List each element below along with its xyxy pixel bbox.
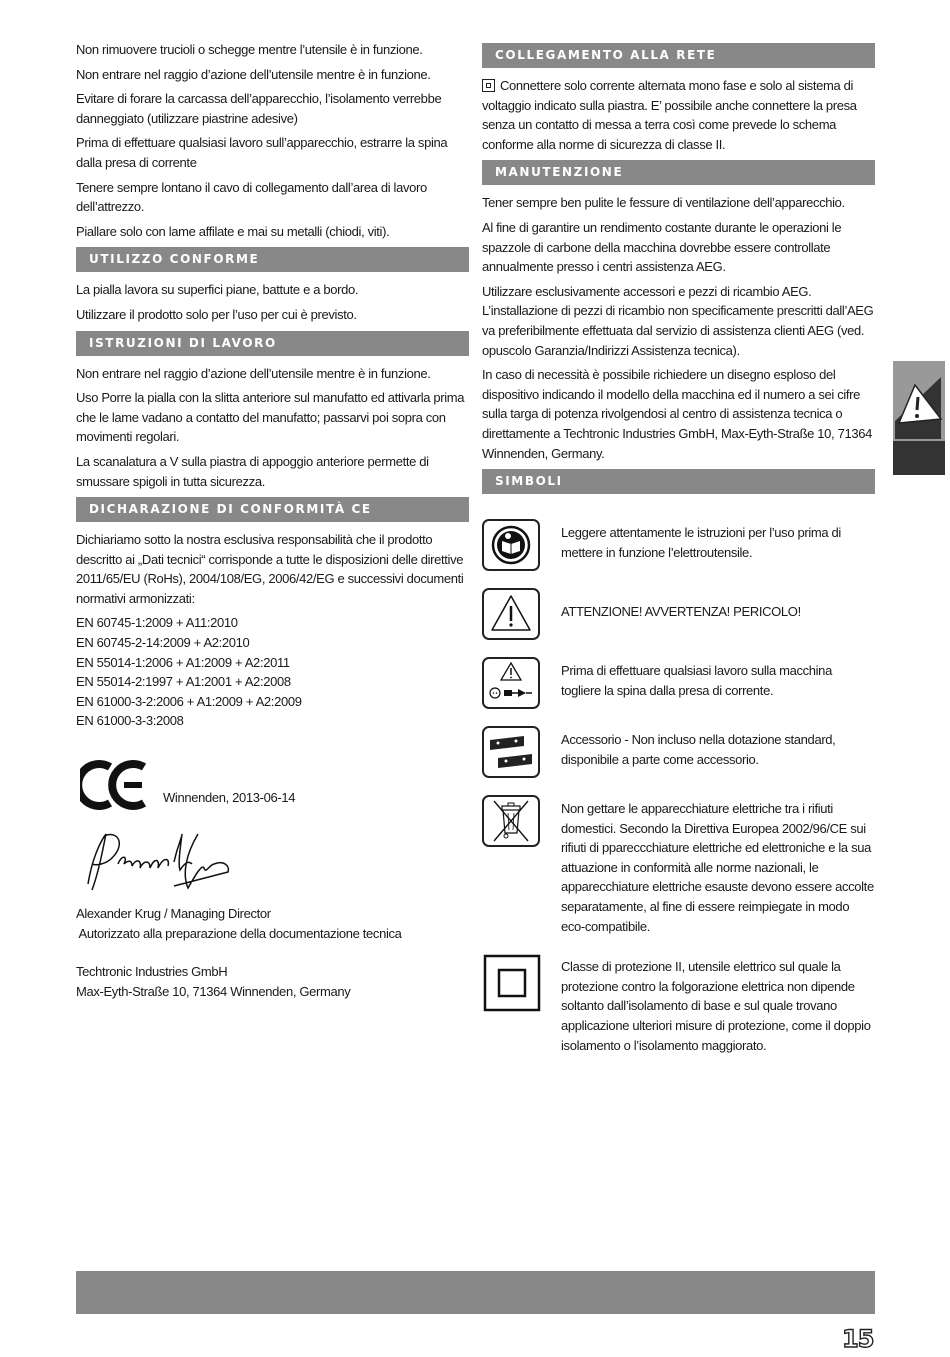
accessory-blades-icon bbox=[482, 726, 540, 778]
signer-name: Alexander Krug / Managing Director bbox=[76, 906, 271, 922]
manutenzione-paragraph: In caso di necessità è possibile richiedere un disegno esploso del dispositivo indicando il modello della macchina ed il numero a sei cifre sulla targa di potenza rivolgendosi al centro di assistenza tecnica o direttamente a Techtronic Industries GmbH, Max-Eyth-Straße 10, 71364 Winnenden, Germany. bbox=[482, 367, 872, 461]
utilizzo-paragraph: La pialla lavora su superfici piane, battute e a bordo. bbox=[76, 282, 359, 298]
standard-item: EN 61000-3-2:2006 + A1:2009 + A2:2009 bbox=[76, 693, 302, 709]
company-name: Techtronic Industries GmbH bbox=[76, 964, 228, 980]
signature-block bbox=[76, 749, 469, 904]
standard-item: EN 61000-3-3:2008 bbox=[76, 713, 184, 729]
unplug-warning-icon bbox=[482, 657, 540, 709]
symbol-row bbox=[482, 726, 875, 778]
symbol-row bbox=[482, 588, 875, 640]
istruzioni-paragraph: Uso Porre la pialla con la slitta anteriore sul manufatto ed attivarla prima che le lame vadano a contatto del manufatto; passarvi poi sopra con movimenti regolari. bbox=[76, 390, 465, 445]
symbol-description: Classe di protezione II, utensile elettrico sul quale la protezione contro la folgorazione elettrica non dipende soltanto dall’isolamento di base e sul quale trovano applicazione ulteriori misure di protezione, come il doppio isolamento o l’isolamento maggiorato. bbox=[561, 959, 871, 1053]
symbol-description: ATTENZIONE! AVVERTENZA! PERICOLO! bbox=[561, 604, 801, 620]
manutenzione-paragraph: Al fine di garantire un rendimento costante durante le operazioni le spazzole di carbone della macchina dovrebbe essere controllate annualmente presso i centri assistenza AEG. bbox=[482, 219, 842, 275]
safety-paragraph: Evitare di forare la carcassa dell’apparecchio, l’isolamento verrebbe danneggiato (utilizzare piastrine adesive) bbox=[76, 91, 442, 126]
ce-mark-icon bbox=[80, 759, 150, 811]
istruzioni-paragraph: Non entrare nel raggio d’azione dell’utensile mentre è in funzione. bbox=[76, 365, 431, 381]
section-heading-manutenzione: MANUTENZIONE bbox=[482, 160, 875, 185]
handwritten-signature bbox=[78, 824, 248, 904]
safety-paragraph: Piallare solo con lame affilate e mai su metalli (chiodi, viti). bbox=[76, 223, 390, 239]
safety-paragraph: Tenere sempre lontano il cavo di collegamento dall’area di lavoro dell’attrezzo. bbox=[76, 179, 427, 215]
safety-paragraph: Non entrare nel raggio d’azione dell’utensile mentre è in funzione. bbox=[76, 66, 431, 82]
symbol-row bbox=[482, 519, 875, 571]
utilizzo-paragraph: Utilizzare il prodotto solo per l’uso per cui è previsto. bbox=[76, 306, 357, 322]
class-two-small-icon bbox=[482, 79, 495, 92]
read-manual-icon bbox=[482, 519, 540, 571]
standard-item: EN 60745-2-14:2009 + A2:2010 bbox=[76, 635, 250, 651]
warning-triangle-icon bbox=[482, 588, 540, 640]
section-heading-utilizzo: UTILIZZO CONFORME bbox=[76, 247, 469, 272]
safety-paragraph: Prima di effettuare qualsiasi lavoro sull’apparecchio, estrarre la spina dalla presa di corrente bbox=[76, 135, 448, 170]
footer-bar bbox=[76, 1271, 875, 1314]
standard-item: EN 55014-2:1997 + A1:2001 + A2:2008 bbox=[76, 674, 291, 690]
section-heading-conformita: DICHARAZIONE DI CONFORMITÀ CE bbox=[76, 497, 469, 522]
class-two-insulation-icon bbox=[482, 953, 542, 1013]
left-column bbox=[76, 40, 469, 1001]
symbol-description: Accessorio - Non incluso nella dotazione standard, disponibile a parte come accessorio. bbox=[561, 732, 836, 767]
crossed-bin-icon bbox=[482, 795, 540, 847]
section-heading-simboli: SIMBOLI bbox=[482, 469, 875, 494]
standard-item: EN 60745-1:2009 + A11:2010 bbox=[76, 615, 238, 631]
page-number: 15 bbox=[842, 1325, 874, 1353]
company-address: Max-Eyth-Straße 10, 71364 Winnenden, Germany bbox=[76, 983, 351, 999]
standard-item: EN 55014-1:2006 + A1:2009 + A2:2011 bbox=[76, 654, 290, 670]
collegamento-text: Connettere solo corrente alternata mono fase e solo al sistema di voltaggio indicato sulla piastra. E’ possibile anche connettere la presa senza un contatto di messa a terra così come prevede lo schema conforme alla norme di sicurezza di classe II. bbox=[482, 78, 857, 152]
manutenzione-paragraph: Utilizzare esclusivamente accessori e pezzi di ricambio AEG. L’installazione di pezzi di ricambio non specificamente prescritti dall’AEG va preferibilmente effettuata dal servizio di assistenza clienti AEG (ved. opuscolo Garanzia/Indirizzi Assistenza tecnica). bbox=[482, 283, 874, 358]
symbol-row bbox=[482, 657, 875, 709]
symbol-row bbox=[482, 795, 875, 936]
symbol-description: Prima di effettuare qualsiasi lavoro sulla macchina togliere la spina dalla presa di corrente. bbox=[561, 663, 832, 698]
right-column bbox=[482, 40, 875, 1072]
symbol-description: Leggere attentamente le istruzioni per l’uso prima di mettere in funzione l’elettroutensile. bbox=[561, 525, 841, 560]
section-heading-istruzioni: ISTRUZIONI DI LAVORO bbox=[76, 331, 469, 356]
collegamento-paragraph bbox=[482, 76, 875, 154]
symbol-description: Non gettare le apparecchiature elettriche tra i rifiuti domestici. Secondo la Direttiva Europea 2002/96/CE sui rifiuti di ppareccchiature elettriche ed elettroniche e la sua attuazione in conformità alle norme nazionali, le apparecchiature elettriche esauste devono essere accolte separatamente, al fine di essere reimpiegate in modo eco-compatibile. bbox=[561, 801, 874, 934]
safety-paragraph: Non rimuovere trucioli o schegge mentre l’utensile è in funzione. bbox=[76, 42, 423, 57]
standards-list bbox=[76, 613, 469, 731]
place-date: Winnenden, 2013-06-14 bbox=[163, 790, 296, 806]
warning-exclamation-icon bbox=[893, 361, 945, 475]
symbol-row bbox=[482, 953, 875, 1055]
istruzioni-paragraph: La scanalatura a V sulla piastra di appoggio anteriore permette di smussare spigoli in tutta sicurezza. bbox=[76, 453, 429, 489]
authorized-text: Autorizzato alla preparazione della documentazione tecnica bbox=[76, 925, 402, 941]
section-heading-collegamento: COLLEGAMENTO ALLA RETE bbox=[482, 43, 875, 68]
conformita-paragraph: Dichiariamo sotto la nostra esclusiva responsabilità che il prodotto descritto ai „Dati tecnici“ corrisponde a tutte le disposizioni delle direttive 2011/65/EU (RoHs), 2004/108/EG, 2006/42/EG e successivi documenti normativi armonizzati: bbox=[76, 532, 464, 606]
manutenzione-paragraph: Tener sempre ben pulite le fessure di ventilazione dell’apparecchio. bbox=[482, 195, 845, 211]
